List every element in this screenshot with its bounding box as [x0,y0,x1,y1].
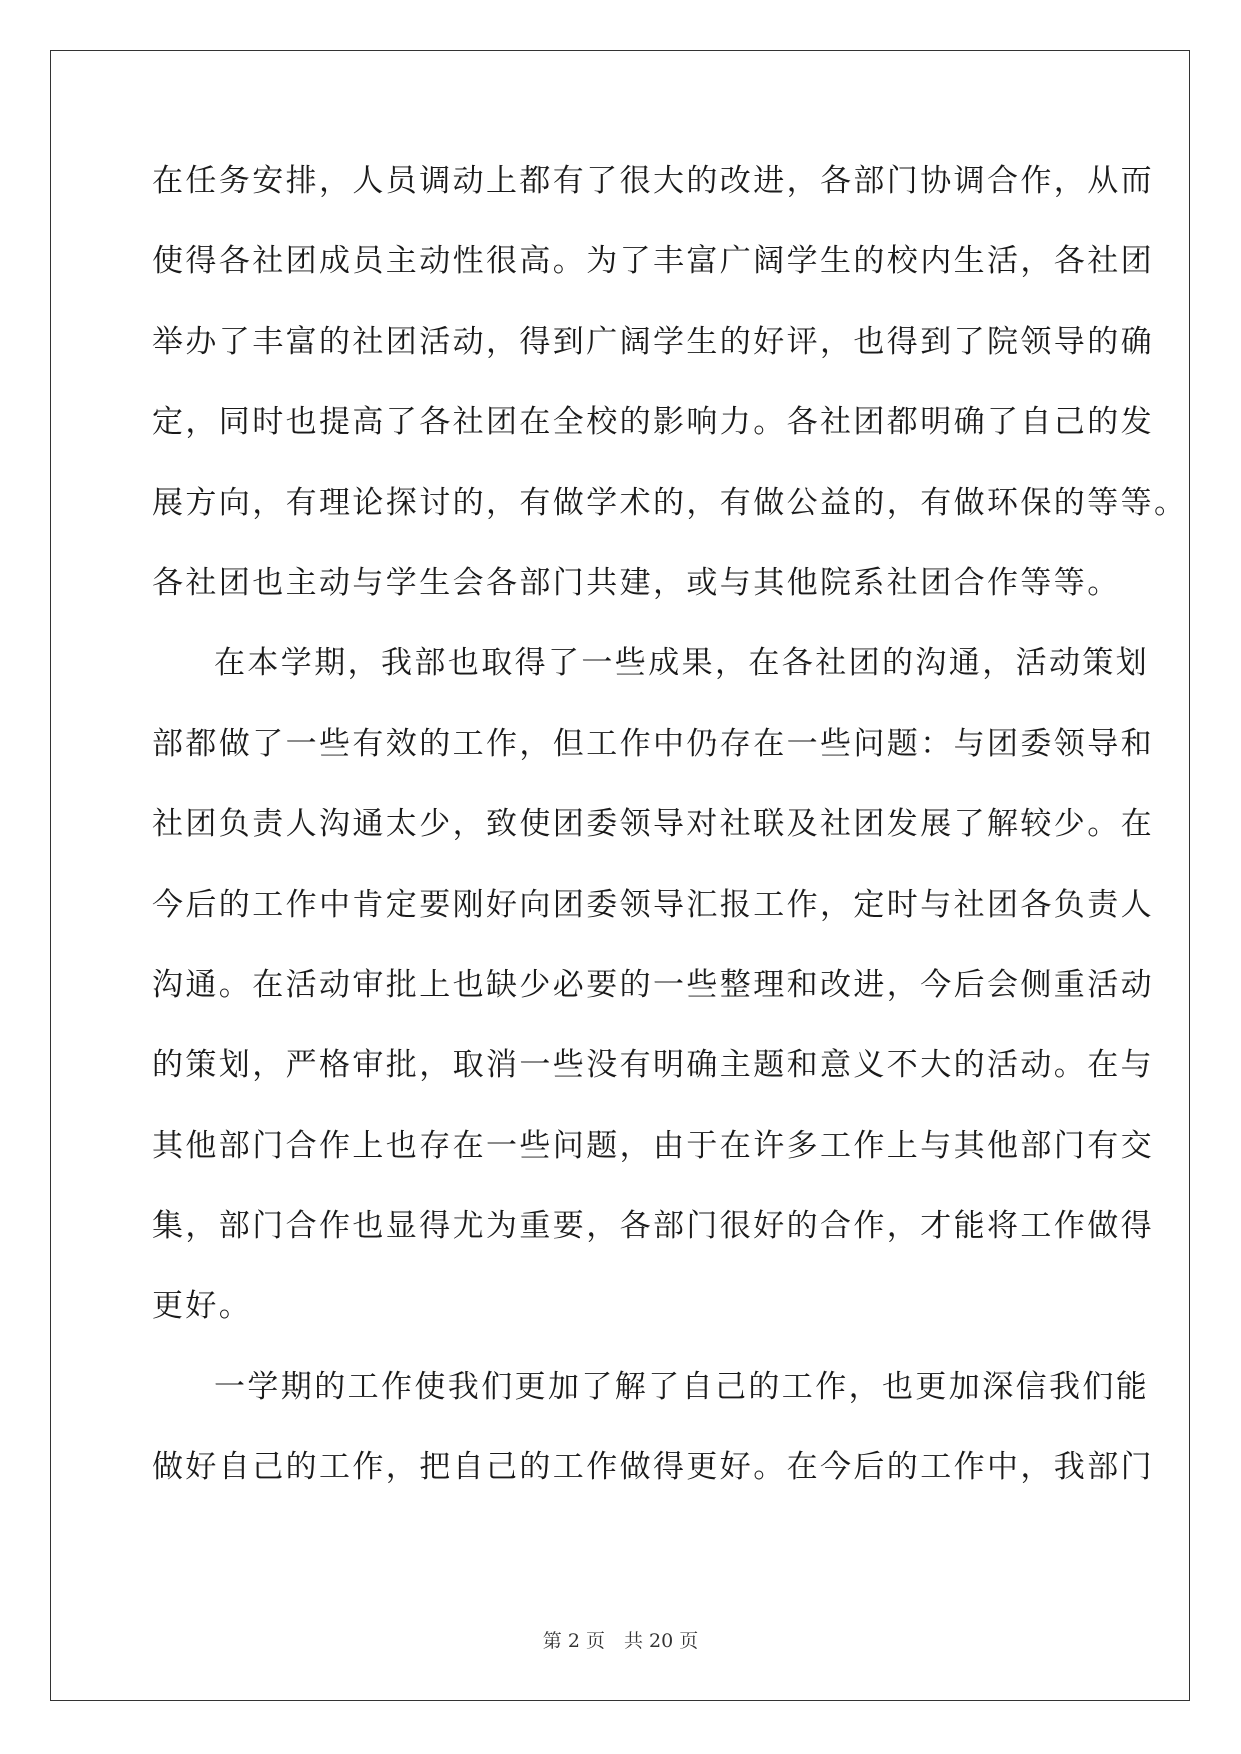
document-body [152,160,1188,1527]
text-line-13: 其他部门合作上也存在一些问题，由于在许多工作上与其他部门有交 [152,1127,1154,1164]
text-line-16: 一学期的工作使我们更加了解了自己的工作，也更加深信我们能 [214,1368,1150,1405]
text-line-17: 做好自己的工作，把自己的工作做得更好。在今后的工作中，我部门 [152,1449,1154,1486]
text-line-1: 在任务安排，人员调动上都有了很大的改进，各部门协调合作，从而 [152,163,1154,199]
page-number: 第 2 页 共 20 页 [542,1630,699,1652]
text-line-14: 集，部门合作也显得尤为重要，各部门很好的合作，才能将工作做得 [152,1208,1154,1245]
text-line-2: 使得各社团成员主动性很高。为了丰富广阔学生的校内生活，各社团 [152,243,1154,280]
text-line-5: 展方向，有理论探讨的，有做学术的，有做公益的，有做环保的等等。 [152,484,1188,521]
text-line-8: 部都做了一些有效的工作，但工作中仍存在一些问题：与团委领导和 [152,725,1154,762]
text-line-4: 定，同时也提高了各社团在全校的影响力。各社团都明确了自己的发 [152,404,1154,441]
text-line-7: 在本学期，我部也取得了一些成果，在各社团的沟通，活动策划 [214,645,1150,682]
text-line-10: 今后的工作中肯定要刚好向团委领导汇报工作，定时与社团各负责人 [152,886,1154,923]
text-line-3: 举办了丰富的社团活动，得到广阔学生的好评，也得到了院领导的确 [152,323,1154,360]
text-line-12: 的策划，严格审批，取消一些没有明确主题和意义不大的活动。在与 [152,1047,1154,1084]
text-line-6: 各社团也主动与学生会各部门共建，或与其他院系社团合作等等。 [152,564,1121,601]
text-line-15: 更好。 [152,1288,253,1325]
text-line-11: 沟通。在活动审批上也缺少必要的一些整理和改进，今后会侧重活动 [152,966,1154,1003]
text-line-9: 社团负责人沟通太少，致使团委领导对社联及社团发展了解较少。在 [152,806,1154,843]
